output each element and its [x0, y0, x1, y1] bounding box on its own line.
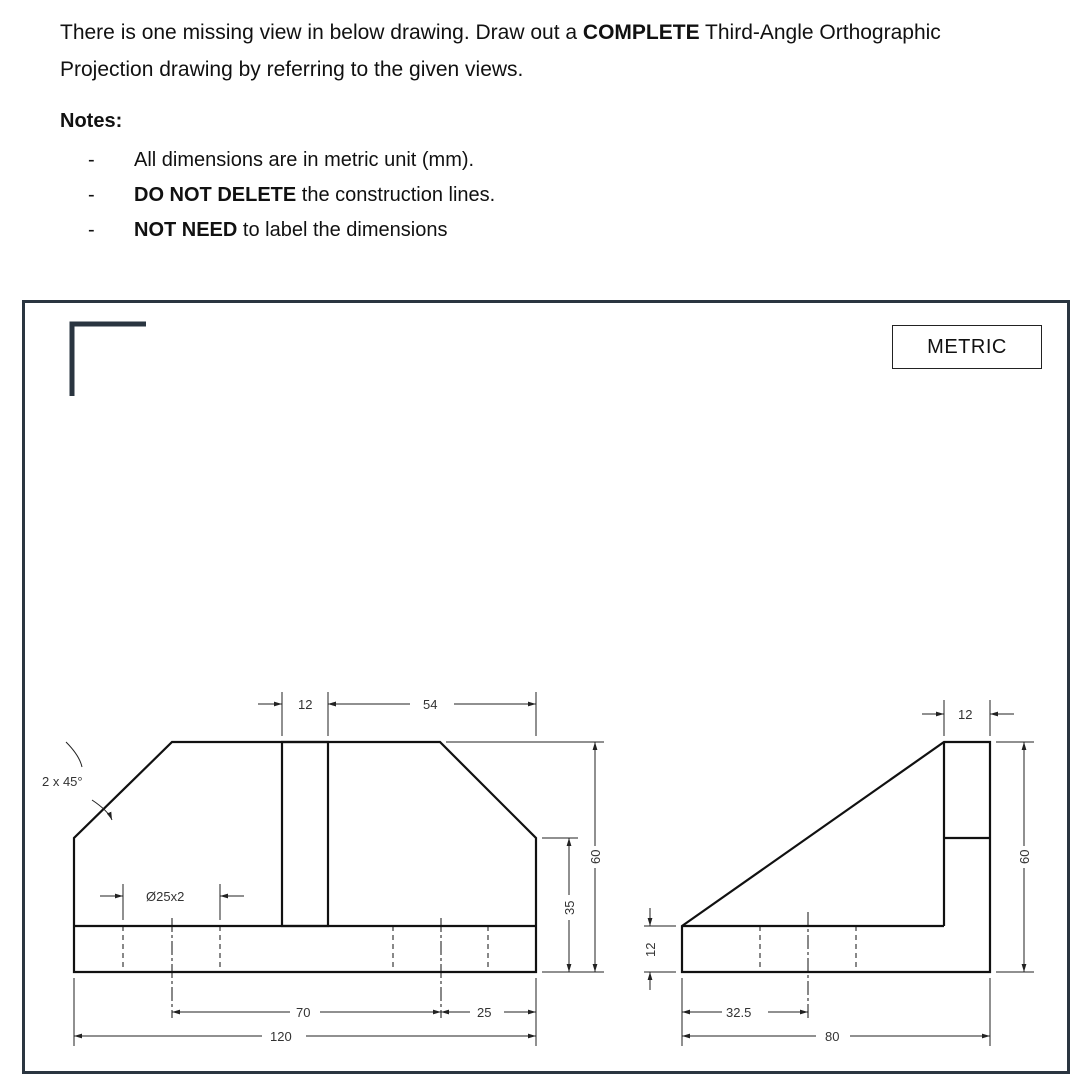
dim-hole-spacing: 70	[296, 1005, 311, 1020]
notes-title: Notes:	[60, 110, 123, 132]
front-view	[74, 742, 536, 972]
dim-slot-width: 12	[298, 697, 313, 712]
question-line-2: Projection drawing by referring to the given views.	[60, 58, 524, 81]
front-dimension-texts	[42, 697, 658, 1044]
note-item: - All dimensions are in metric unit (mm).	[88, 149, 475, 171]
front-view-outline	[74, 742, 536, 972]
front-center-lines	[172, 918, 441, 1018]
dim-top-edge: 54	[423, 697, 438, 712]
dim-hole-offset: 25	[477, 1005, 492, 1020]
metric-label-box: METRIC	[892, 325, 1042, 369]
dim-side-hole-offset: 32.5	[726, 1005, 752, 1020]
side-view	[682, 742, 990, 972]
hole-callout: Ø25x2	[146, 889, 185, 904]
vertical-slot	[282, 742, 328, 926]
dim-upper-height: 35	[562, 900, 577, 915]
question-line-1: There is one missing view in below drawing. Draw out a COMPLETE Third-Angle Orthographic	[60, 21, 941, 44]
note-item: - NOT NEED to label the dimensions	[88, 219, 448, 241]
chamfer-callout: 2 x 45°	[42, 774, 83, 789]
note-item: - DO NOT DELETE the construction lines.	[88, 184, 496, 206]
dim-overall-height: 60	[588, 849, 603, 864]
dim-base-height: 12	[643, 942, 658, 957]
side-dimension-texts	[726, 707, 1032, 1044]
dim-wall-thickness: 12	[958, 707, 973, 722]
side-dimensions	[682, 700, 1034, 1046]
corner-mark	[72, 324, 146, 396]
dim-side-height: 60	[1017, 849, 1032, 864]
front-dimensions	[66, 692, 676, 1046]
dim-overall-width: 120	[270, 1029, 292, 1044]
front-hidden-lines	[123, 926, 488, 972]
dim-side-depth: 80	[825, 1029, 840, 1044]
